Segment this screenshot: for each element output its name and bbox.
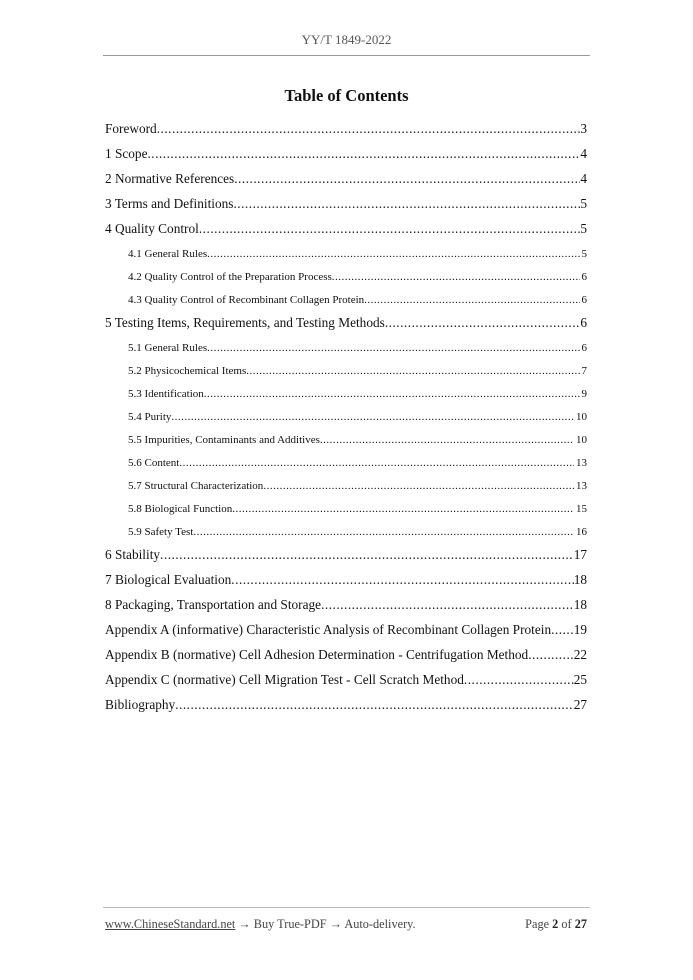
- toc-entry-label: 5.1 General Rules: [128, 342, 208, 354]
- dot-leader: [263, 476, 574, 496]
- toc-entry-label: 5.6 Content: [128, 457, 180, 469]
- toc-entry-page: 27: [573, 697, 587, 712]
- toc-entry-label: 4.2 Quality Control of the Preparation Process: [128, 271, 332, 283]
- toc-entry[interactable]: [105, 313, 587, 338]
- toc-entry[interactable]: [105, 499, 587, 522]
- toc-entry[interactable]: [105, 595, 587, 620]
- toc-entry[interactable]: [105, 267, 587, 290]
- toc-entry-page: 18: [573, 597, 587, 612]
- total-pages: 27: [574, 917, 587, 931]
- toc-entry-page: 16: [576, 526, 587, 538]
- toc-entry[interactable]: [105, 290, 587, 313]
- toc-entry[interactable]: [105, 430, 587, 453]
- dot-leader: [232, 499, 574, 519]
- toc-entry-page: 5: [580, 221, 587, 236]
- dot-leader: [160, 545, 574, 565]
- toc-entry-label: 5.8 Biological Function: [128, 503, 233, 515]
- dot-leader: [321, 595, 574, 615]
- toc-entry-label: 5.3 Identification: [128, 388, 204, 400]
- toc-entry-page: 4: [580, 146, 587, 161]
- toc-entry-label: 4.1 General Rules: [128, 248, 208, 260]
- toc-entry-page: 10: [576, 411, 587, 423]
- toc-entry-page: 4: [580, 171, 587, 186]
- dot-leader: [385, 313, 581, 333]
- dot-leader: [199, 219, 581, 239]
- toc-entry[interactable]: [105, 522, 587, 545]
- toc-entry-page: 13: [576, 457, 587, 469]
- page-footer: [105, 917, 587, 932]
- toc-entry-page: 19: [573, 622, 587, 637]
- toc-entry[interactable]: [105, 219, 587, 244]
- toc-entry[interactable]: [105, 545, 587, 570]
- table-of-contents: [105, 119, 587, 720]
- toc-entry-label: 5.4 Purity: [128, 411, 172, 423]
- toc-entry-label: 3 Terms and Definitions: [105, 196, 234, 211]
- dot-leader: [231, 570, 573, 590]
- dot-leader: [175, 695, 574, 715]
- toc-entry[interactable]: [105, 645, 587, 670]
- toc-entry-page: 9: [581, 388, 587, 400]
- toc-entry-page: 22: [573, 647, 587, 662]
- toc-entry-page: 17: [573, 547, 587, 562]
- dot-leader: [320, 430, 574, 450]
- toc-entry-page: 6: [580, 315, 587, 330]
- running-header: YY/T 1849-2022: [301, 32, 392, 47]
- toc-entry[interactable]: [105, 570, 587, 595]
- toc-entry-page: 18: [573, 572, 587, 587]
- dot-leader: [234, 169, 580, 189]
- dot-leader: [233, 194, 580, 214]
- toc-entry-label: 2 Normative References: [105, 171, 235, 186]
- toc-entry-page: 10: [576, 434, 587, 446]
- dot-leader: [171, 407, 574, 427]
- toc-entry[interactable]: [105, 670, 587, 695]
- dot-leader: [193, 522, 574, 542]
- toc-entry[interactable]: [105, 144, 587, 169]
- toc-entry[interactable]: [105, 194, 587, 219]
- dot-leader: [464, 670, 574, 690]
- toc-entry-label: 8 Packaging, Transportation and Storage: [105, 597, 322, 612]
- dot-leader: [207, 244, 579, 264]
- toc-entry[interactable]: [105, 119, 587, 144]
- toc-entry[interactable]: [105, 476, 587, 499]
- toc-entry[interactable]: [105, 169, 587, 194]
- toc-entry-label: 6 Stability: [105, 547, 161, 562]
- toc-entry-page: 15: [576, 503, 587, 515]
- toc-entry-page: 3: [580, 121, 587, 136]
- toc-entry[interactable]: [105, 361, 587, 384]
- toc-entry-page: 5: [581, 248, 587, 260]
- toc-entry-page: 13: [576, 480, 587, 492]
- toc-entry-page: 6: [581, 271, 587, 283]
- toc-entry-page: 7: [581, 365, 587, 377]
- toc-entry-label: Appendix C (normative) Cell Migration Test - Cell Scratch Method: [105, 672, 464, 687]
- toc-entry[interactable]: [105, 338, 587, 361]
- footer-promo: [105, 917, 416, 932]
- toc-entry-label: 5.5 Impurities, Contaminants and Additives: [128, 434, 320, 446]
- toc-entry-label: Appendix B (normative) Cell Adhesion Determination - Centrifugation Method: [105, 647, 529, 662]
- current-page: 2: [552, 917, 559, 931]
- dot-leader: [147, 144, 580, 164]
- toc-entry[interactable]: [105, 407, 587, 430]
- toc-entry-label: Foreword: [105, 121, 157, 136]
- page-title: Table of Contents: [284, 86, 409, 105]
- dot-leader: [207, 338, 579, 358]
- toc-entry[interactable]: [105, 695, 587, 720]
- toc-entry[interactable]: [105, 384, 587, 407]
- toc-entry-label: 4.3 Quality Control of Recombinant Collagen Protein: [128, 294, 365, 306]
- toc-entry-page: 6: [581, 294, 587, 306]
- dot-leader: [179, 453, 574, 473]
- dot-leader: [528, 645, 574, 665]
- dot-leader: [551, 620, 574, 640]
- toc-entry-page: 25: [573, 672, 587, 687]
- dot-leader: [332, 267, 580, 287]
- toc-entry-label: 5.2 Physicochemical Items: [128, 365, 247, 377]
- footer-divider: [103, 907, 590, 908]
- toc-entry-label: 5.7 Structural Characterization: [128, 480, 264, 492]
- header-divider: [103, 55, 590, 56]
- dot-leader: [157, 119, 581, 139]
- website-link[interactable]: www.ChineseStandard.net: [105, 917, 236, 931]
- toc-entry-label: 7 Biological Evaluation: [105, 572, 232, 587]
- toc-entry-label: 1 Scope: [105, 146, 148, 161]
- dot-leader: [204, 384, 580, 404]
- toc-entry-page: 5: [580, 196, 587, 211]
- toc-entry-page: 6: [581, 342, 587, 354]
- footer-tagline: → Buy True-PDF → Auto-delivery.: [235, 917, 416, 931]
- dot-leader: [364, 290, 579, 310]
- toc-entry-label: 4 Quality Control: [105, 221, 199, 236]
- toc-entry[interactable]: [105, 620, 587, 645]
- toc-entry[interactable]: [105, 453, 587, 476]
- toc-entry-label: Appendix A (informative) Characteristic Analysis of Recombinant Collagen Protein: [105, 622, 552, 637]
- page-number: Page 2 of 27: [525, 917, 587, 931]
- toc-entry-label: 5 Testing Items, Requirements, and Testing Methods: [105, 315, 385, 330]
- toc-entry-label: 5.9 Safety Test: [128, 526, 194, 538]
- toc-entry[interactable]: [105, 244, 587, 267]
- toc-entry-label: Bibliography: [105, 697, 176, 712]
- dot-leader: [246, 361, 579, 381]
